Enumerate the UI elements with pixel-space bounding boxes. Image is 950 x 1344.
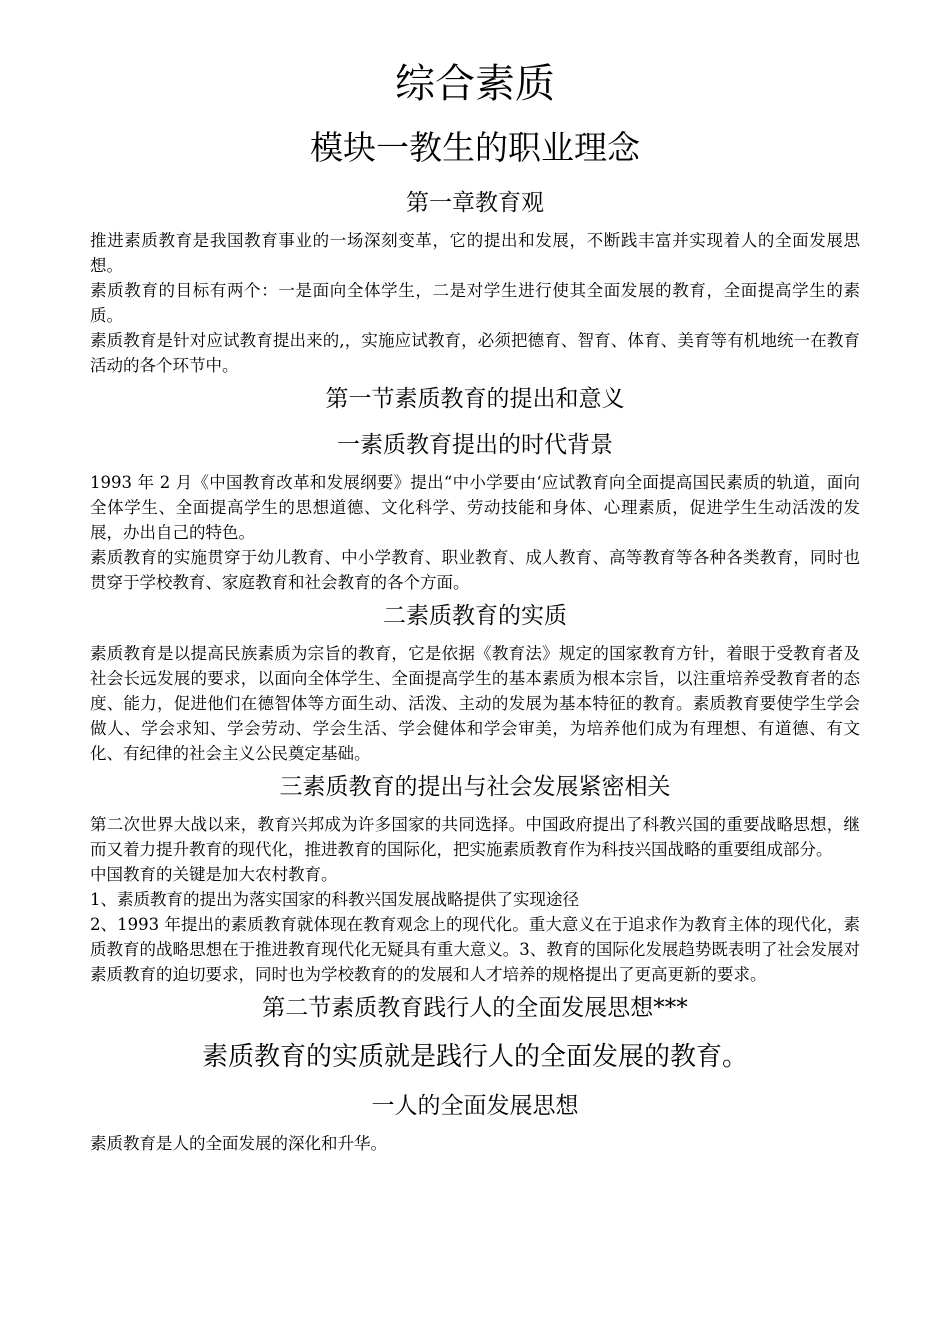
subsection-heading: 三素质教育的提出与社会发展紧密相关 [279, 774, 671, 800]
paragraph: 素质教育是针对应试教育提出来的,，实施应试教育，必须把德育、智育、体育、美育等有机地统一在教育活动的各个环节中。 [90, 331, 860, 375]
subsection-heading: 一人的全面发展思想 [371, 1093, 579, 1119]
paragraph: 素质教育的目标有两个：一是面向全体学生，二是对学生进行使其全面发展的教育，全面提高学生的素质。 [90, 281, 860, 325]
subsection-heading: 二素质教育的实质 [383, 603, 567, 629]
paragraph: 推进素质教育是我国教育事业的一场深刻变革，它的提出和发展，不断践丰富并实现着人的全面发展思想。 [90, 231, 860, 275]
paragraph: 素质教育是以提高民族素质为宗旨的教育，它是依据《教育法》规定的国家教育方针，着眼于受教育者及社会长远发展的要求，以面向全体学生、全面提高学生的基本素质为根本宗旨，以注重培养受教育者的态度、能力，促进他们在德智体等方面生动、活泼、主动的发展为基本特征的教育。素质教育要使学生学会做人、学会求知、学会劳动、学会生活、学会健体和学会审美，为培养他们成为有理想、有道德、有文化、有纪律的社会主义公民奠定基础。 [90, 644, 860, 763]
paragraph: 2、1993 年提出的素质教育就体现在教育观念上的现代化。重大意义在于追求作为教育主体的现代化，素质教育的战略思想在于推进教育现代化无疑具有重大意义。3、教育的国际化发展趋势既表明了社会发展对素质教育的迫切要求，同时也为学校教育的的发展和人才培养的规格提出了更高更新的要求。 [90, 915, 860, 984]
section-heading: 第二节素质教育践行人的全面发展思想*** [262, 995, 688, 1021]
paragraph: 1993 年 2 月《中国教育改革和发展纲要》提出“中小学要由‘应试教育向全面提高国民素质的轨道，面向全体学生、全面提高学生的思想道德、文化科学、劳动技能和身体、心理素质，促进学生生动活泼的发展，办出自己的特色。 [90, 473, 860, 542]
paragraph: 1、素质教育的提出为落实国家的科教兴国发展战略提供了实现途径 [90, 890, 579, 909]
paragraph: 素质教育的实施贯穿于幼儿教育、中小学教育、职业教育、成人教育、高等教育等各种各类教育，同时也贯穿于学校教育、家庭教育和社会教育的各个方面。 [90, 548, 860, 592]
module-heading: 模块一教生的职业理念 [310, 128, 640, 167]
section-heading: 第一节素质教育的提出和意义 [325, 386, 625, 412]
paragraph: 第二次世界大战以来，教育兴邦成为许多国家的共同选择。中国政府提出了科教兴国的重要战略思想，继而又着力提升教育的现代化，推进教育的国际化，把实施素质教育作为科技兴国战略的重要组成部分。 [90, 815, 860, 859]
section-statement: 素质教育的实质就是践行人的全面发展的教育。 [201, 1042, 748, 1072]
paragraph: 中国教育的关键是加大农村教育。 [90, 865, 338, 884]
subsection-heading: 一素质教育提出的时代背景 [337, 432, 613, 458]
paragraph: 素质教育是人的全面发展的深化和升华。 [90, 1134, 387, 1153]
chapter-heading: 第一章教育观 [406, 190, 544, 216]
document-title: 综合素质 [395, 61, 555, 107]
